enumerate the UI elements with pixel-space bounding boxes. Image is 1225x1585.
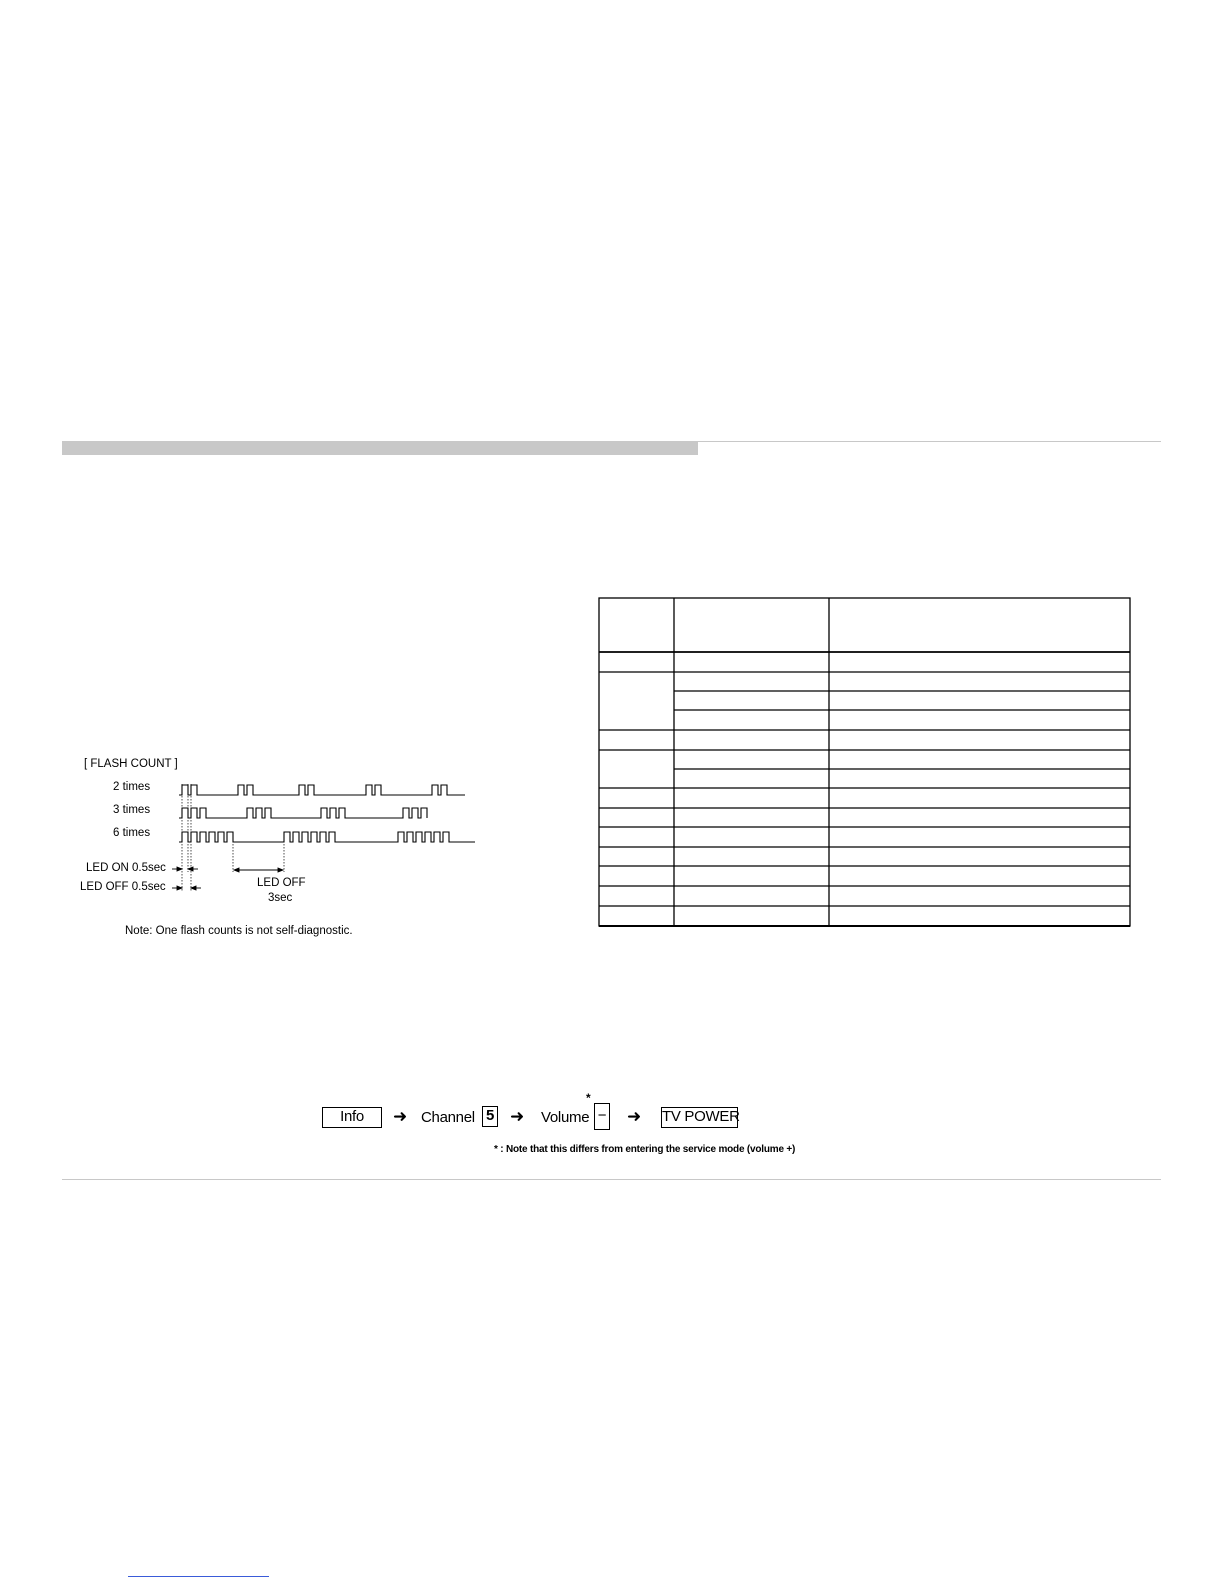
- channel-key: 5: [482, 1106, 498, 1127]
- volume-footnote: * : Note that this differs from entering the service mode (volume +): [494, 1144, 796, 1155]
- flash-count-title: [ FLASH COUNT ]: [84, 758, 178, 770]
- info-key: Info: [322, 1107, 382, 1128]
- arrow-icon-2: ➜: [510, 1107, 524, 1126]
- table-border: [599, 598, 1130, 926]
- led-on-label: LED ON 0.5sec: [86, 862, 166, 874]
- flash-row-label-6: 6 times: [113, 827, 151, 839]
- channel-label: Channel: [421, 1109, 475, 1126]
- arrow-icon-1: ➜: [393, 1107, 407, 1126]
- led-off-3sec-value: 3sec: [268, 892, 293, 904]
- arrow-icon-3: ➜: [627, 1107, 641, 1126]
- flash-row-label-3: 3 times: [113, 804, 151, 816]
- volume-label: Volume: [541, 1109, 590, 1126]
- volume-key: −: [594, 1103, 610, 1130]
- volume-asterisk: *: [586, 1091, 591, 1105]
- section-divider-bottom: [62, 1179, 1161, 1180]
- tv-power-key: TV POWER: [661, 1107, 738, 1128]
- led-off-label: LED OFF 0.5sec: [80, 881, 166, 893]
- footer-link[interactable]: [128, 1576, 269, 1577]
- flash-row-label-2: 2 times: [113, 781, 151, 793]
- flash-note: Note: One flash counts is not self-diagnostic.: [125, 925, 353, 937]
- led-off-3sec-label: LED OFF: [257, 877, 306, 889]
